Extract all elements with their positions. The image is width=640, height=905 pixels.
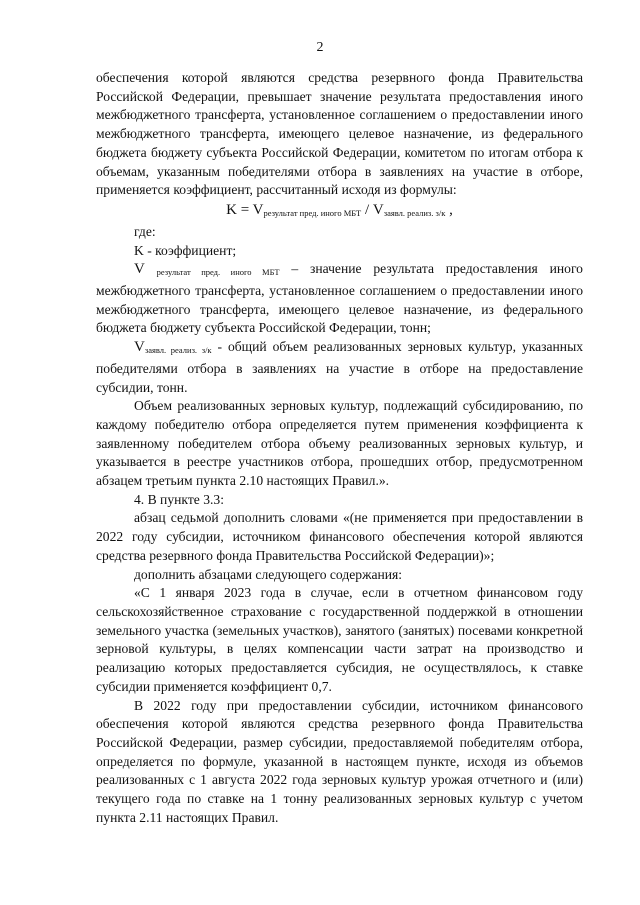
document-body	[96, 69, 583, 827]
paragraph-volume: Объем реализованных зерновых культур, подлежащий субсидированию, по каждому победителю отбора определяется путем применения коэффициента к заявленному победителем отбора объему реализованных зерновых культур, и указывается в реестре участников отбора, прошедших отбор, предусмотренном абзацем третьим пункта 2.10 настоящих Правил.».	[96, 398, 583, 489]
paragraph-resource-fund: обеспечения которой являются средства резервного фонда Правительства Российской Федерации, превышает значение результата предоставления иного межбюджетного трансферта, установленное соглашением о предоставлении иного межбюджетного трансферта, имеющего целевое назначение, из федерального бюджета бюджету субъекта Российской Федерации, комитетом по итогам отбора к объемам, указанным победителями отбора в заявлениях на участие в отборе, применяется коэффициент, рассчитанный исходя из формулы:	[96, 70, 583, 198]
page-number: 2	[316, 40, 324, 55]
item-4: 4. В пункте 3.3:	[134, 491, 224, 507]
v-result-definition: V результат пред. иного МБТ – значение результата предоставления иного межбюджетного трансферта, установленное соглашением о предоставлении иного межбюджетного трансферта, имеющего целевое назначение, из федерального бюджета бюджету субъекта Российской Федерации, тонн;	[96, 261, 583, 336]
paragraph-2023: «С 1 января 2023 года в случае, если в отчетном финансовом году сельскохозяйственное страхование с государственной поддержкой в отношении земельного участка (земельных участков), занятого (занятых) посевами конкретной зерновой культуры, в целях компенсации части затрат на производство и реализацию которых предоставляется субсидия, не осуществлялось, к ставке субсидии применяется коэффициент 0,7.	[96, 585, 583, 694]
where-label: где:	[134, 223, 156, 239]
paragraph-add: дополнить абзацами следующего содержания:	[134, 566, 403, 582]
formula: $K = V_{результат пред. иного МБТ} / V_{заявл. реализ. з/к}$ ,	[226, 201, 453, 218]
v-declared-definition: Vзаявл. реализ. з/к - общий объем реализованных зерновых культур, указанных победителями отбора в заявлениях на участие в отборе на предоставление субсидии, тонн.	[96, 339, 584, 395]
k-definition: K - коэффициент;	[134, 242, 237, 258]
paragraph-seventh: абзац седьмой дополнить словами «(не применяется при предоставлении в 2022 году субсидии, источником финансового обеспечения которой являются средства резервного фонда Правительства Российской Федерации)»;	[96, 510, 583, 563]
paragraph-2022: В 2022 году при предоставлении субсидии, источником финансового обеспечения которой являются средства резервного фонда Правительства Российской Федерации, размер субсидии, предоставляемой победителям отбора, определяется по формуле, указанной в настоящем пункте, исходя из объемов реализованных с 1 августа 2022 года зерновых культур урожая отчетного и (или) текущего года по ставке на 1 тонну реализованных зерновых культур с учетом пункта 2.11 настоящих Правил.	[96, 697, 583, 825]
